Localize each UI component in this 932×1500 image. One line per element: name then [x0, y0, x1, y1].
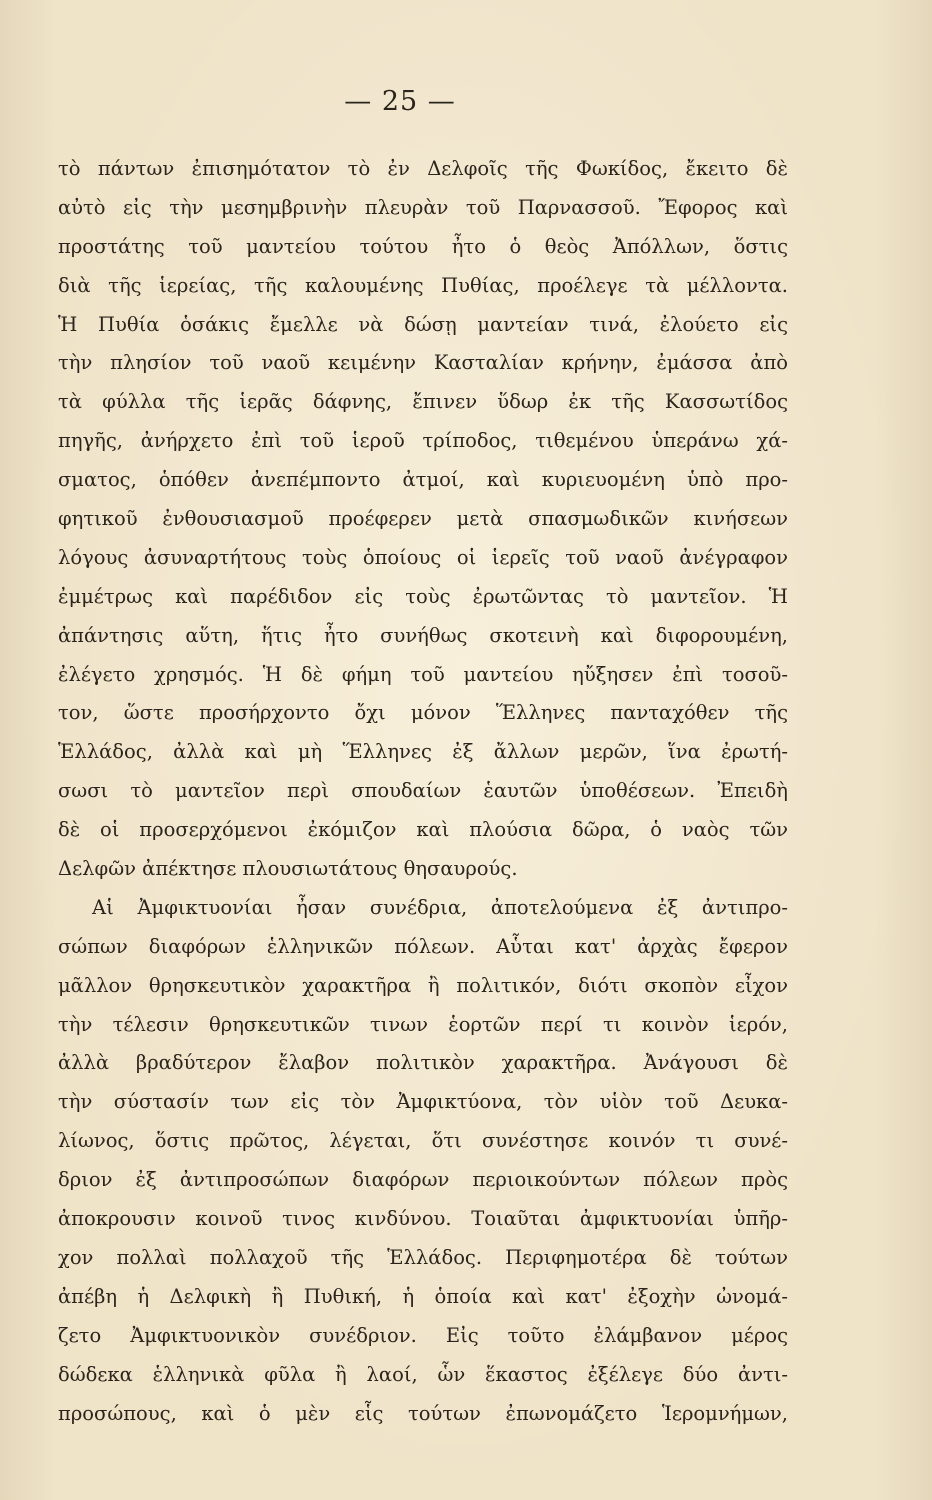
text-line-paragraph-start: Αἱ Ἀμφικτυονίαι ἦσαν συνέδρια, ἀποτελούμενα ἐξ ἀντιπρο- — [92, 895, 788, 919]
text-line: σωσι τὸ μαντεῖον περὶ σπουδαίων ἑαυτῶν ὑποθέσεων. Ἐπειδὴ — [58, 779, 788, 803]
text-line: τὴν τέλεσιν θρησκευτικῶν τινων ἑορτῶν περί τι κοινὸν ἱερόν, — [58, 1012, 788, 1036]
text-line: διὰ τῆς ἱερείας, τῆς καλουμένης Πυθίας, προέλεγε τὰ μέλλοντα. — [58, 273, 788, 297]
text-line: ἐμμέτρως καὶ παρέδιδον εἰς τοὺς ἐρωτῶντας τὸ μαντεῖον. Ἡ — [58, 584, 788, 608]
text-line: τὴν σύστασίν των εἰς τὸν Ἀμφικτύονα, τὸν υἱὸν τοῦ Δευκα- — [58, 1090, 788, 1114]
text-line: προσώπους, καὶ ὁ μὲν εἷς τούτων ἐπωνομάζετο Ἱερομνήμων, — [58, 1401, 788, 1425]
text-line: Ἑλλάδος, ἀλλὰ καὶ μὴ Ἕλληνες ἐξ ἄλλων μερῶν, ἵνα ἐρωτή- — [58, 740, 788, 764]
text-line: ἀπέβη ἡ Δελφικὴ ἢ Πυθική, ἡ ὁποία καὶ κατ' ἐξοχὴν ὠνομά- — [58, 1284, 788, 1308]
text-line: ἀλλὰ βραδύτερον ἔλαβον πολιτικὸν χαρακτῆρα. Ἀνάγουσι δὲ — [58, 1051, 788, 1075]
text-line: δὲ οἱ προσερχόμενοι ἐκόμιζον καὶ πλούσια δῶρα, ὁ ναὸς τῶν — [58, 818, 788, 842]
text-line: Ἡ Πυθία ὁσάκις ἔμελλε νὰ δώσῃ μαντείαν τινά, ἐλούετο εἰς — [58, 312, 788, 336]
text-line: αὐτὸ εἰς τὴν μεσημβρινὴν πλευρὰν τοῦ Παρνασσοῦ. Ἔφορος καὶ — [58, 195, 788, 219]
page-number: — 25 — — [344, 86, 456, 117]
text-line: μᾶλλον θρησκευτικὸν χαρακτῆρα ἢ πολιτικόν, διότι σκοπὸν εἶχον — [58, 973, 788, 997]
text-line: τὰ φύλλα τῆς ἱερᾶς δάφνης, ἔπινεν ὕδωρ ἐκ τῆς Κασσωτίδος — [58, 390, 788, 414]
text-line: λίωνος, ὅστις πρῶτος, λέγεται, ὅτι συνέστησε κοινόν τι συνέ- — [58, 1129, 788, 1153]
text-line: ἐλέγετο χρησμός. Ἡ δὲ φήμη τοῦ μαντείου ηὔξησεν ἐπὶ τοσοῦ- — [58, 662, 788, 686]
text-line: λόγους ἀσυναρτήτους τοὺς ὁποίους οἱ ἱερεῖς τοῦ ναοῦ ἀνέγραφον — [58, 545, 788, 569]
text-line: προστάτης τοῦ μαντείου τούτου ἦτο ὁ θεὸς Ἀπόλλων, ὅστις — [58, 234, 788, 258]
text-line: δώδεκα ἑλληνικὰ φῦλα ἢ λαοί, ὧν ἕκαστος ἐξέλεγε δύο ἀντι- — [58, 1362, 788, 1386]
text-line: τον, ὥστε προσήρχοντο ὄχι μόνον Ἕλληνες πανταχόθεν τῆς — [58, 701, 788, 725]
text-line-paragraph-end: Δελφῶν ἀπέκτησε πλουσιωτάτους θησαυρούς. — [58, 857, 518, 881]
text-line: πηγῆς, ἀνήρχετο ἐπὶ τοῦ ἱεροῦ τρίποδος, τιθεμένου ὑπεράνω χά- — [58, 429, 788, 453]
text-line: φητικοῦ ἐνθουσιασμοῦ προέφερεν μετὰ σπασμωδικῶν κινήσεων — [58, 507, 788, 531]
text-line: ζετο Ἀμφικτυονικὸν συνέδριον. Εἰς τοῦτο ἐλάμβανον μέρος — [58, 1323, 788, 1347]
text-line: τὸ πάντων ἐπισημότατον τὸ ἐν Δελφοῖς τῆς Φωκίδος, ἔκειτο δὲ — [58, 157, 788, 180]
text-line: χον πολλαὶ πολλαχοῦ τῆς Ἑλλάδος. Περιφημοτέρα δὲ τούτων — [58, 1245, 788, 1269]
text-line: σματος, ὁπόθεν ἀνεπέμποντο ἀτμοί, καὶ κυριευομένη ὑπὸ προ- — [58, 468, 788, 492]
text-line: τὴν πλησίον τοῦ ναοῦ κειμένην Κασταλίαν κρήνην, ἐμάσσα ἀπὸ — [58, 351, 788, 375]
text-line: δριον ἐξ ἀντιπροσώπων διαφόρων περιοικούντων πόλεων πρὸς — [58, 1168, 788, 1192]
text-line: ἀπάντησις αὕτη, ἥτις ἦτο συνήθως σκοτεινὴ καὶ διφορουμένη, — [58, 623, 788, 647]
text-line: σώπων διαφόρων ἑλληνικῶν πόλεων. Αὗται κατ' ἀρχὰς ἔφερον — [58, 934, 788, 958]
body-text — [58, 150, 788, 1433]
text-line: ἀποκρουσιν κοινοῦ τινος κινδύνου. Τοιαῦται ἀμφικτυονίαι ὑπῆρ- — [58, 1207, 788, 1231]
